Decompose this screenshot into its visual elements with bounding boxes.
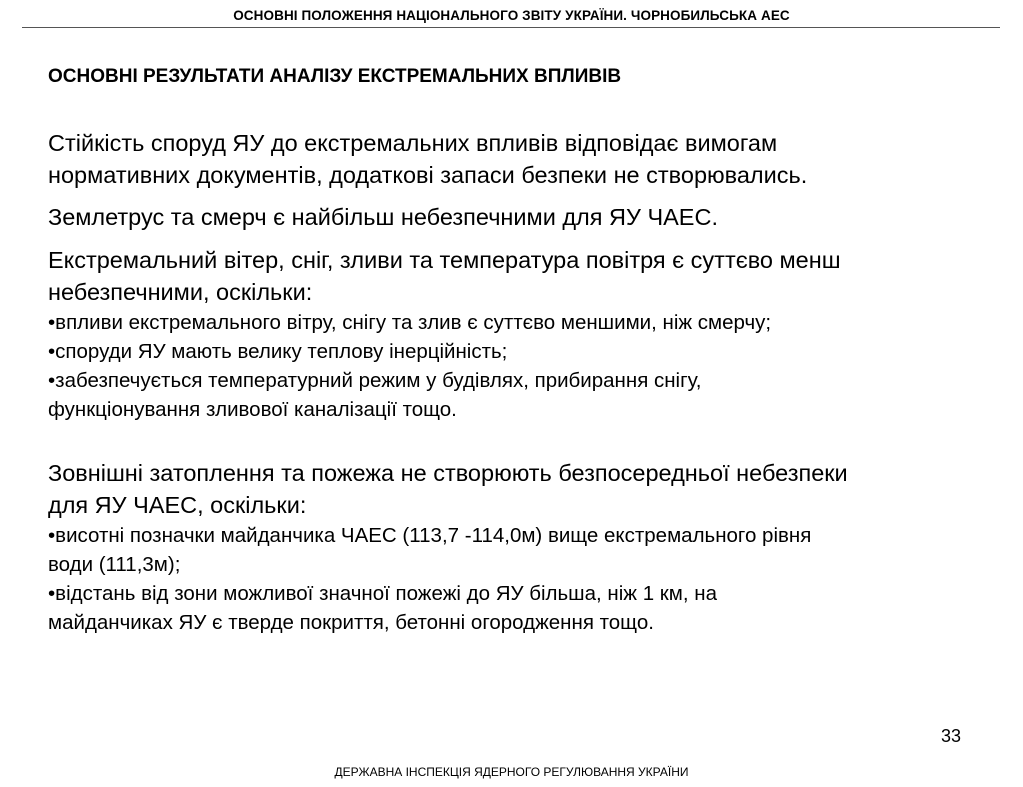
- text-line: нормативних документів, додаткові запаси безпеки не створювались.: [48, 162, 808, 188]
- text-line: для ЯУ ЧАЕС, оскільки:: [48, 492, 307, 518]
- section-title: ОСНОВНІ РЕЗУЛЬТАТИ АНАЛІЗУ ЕКСТРЕМАЛЬНИХ ВПЛИВІВ: [48, 66, 622, 87]
- paragraph-flooding-fire: [48, 457, 998, 637]
- paragraph-wind-snow-rain: [48, 244, 998, 424]
- slide-content: [48, 127, 998, 637]
- bullet-line: •впливи екстремального вітру, снігу та злив є суттєво меншими, ніж смерчу;: [48, 311, 772, 334]
- bullet-line: майданчиках ЯУ є тверде покриття, бетонні огородження тощо.: [48, 611, 654, 634]
- bullet-line: •висотні позначки майданчика ЧАЕС (113,7 -114,0м) вище екстремального рівня: [48, 524, 812, 547]
- bullet-line: води (111,3м);: [48, 553, 181, 576]
- bullet-line: •споруди ЯУ мають велику теплову інерційність;: [48, 340, 508, 363]
- bullet-line: •відстань від зони можливої значної пожежі до ЯУ більша, ніж 1 км, на: [48, 582, 717, 605]
- header-divider: [22, 27, 1000, 28]
- text-line: Зовнішні затоплення та пожежа не створюють безпосередньої небезпеки: [48, 460, 848, 486]
- text-line: небезпечними, оскільки:: [48, 279, 313, 305]
- text-line: Стійкість споруд ЯУ до екстремальних впливів відповідає вимогам: [48, 130, 778, 156]
- bullet-line: функціонування зливової каналізації тощо.: [48, 398, 457, 421]
- paragraph-earthquake-tornado: [48, 201, 998, 233]
- header-title: ОСНОВНІ ПОЛОЖЕННЯ НАЦІОНАЛЬНОГО ЗВІТУ УКРАЇНИ. ЧОРНОБИЛЬСЬКА АЕС: [233, 8, 790, 23]
- bullet-line: •забезпечується температурний режим у будівлях, прибирання снігу,: [48, 369, 702, 392]
- paragraph-structural-resistance: [48, 127, 998, 191]
- page-number: 33: [940, 726, 961, 746]
- footer-text: ДЕРЖАВНА ІНСПЕКЦІЯ ЯДЕРНОГО РЕГУЛЮВАННЯ УКРАЇНИ: [334, 765, 689, 779]
- text-line: Землетрус та смерч є найбільш небезпечними для ЯУ ЧАЕС.: [48, 204, 718, 230]
- text-line: Екстремальний вітер, сніг, зливи та температура повітря є суттєво менш: [48, 247, 841, 273]
